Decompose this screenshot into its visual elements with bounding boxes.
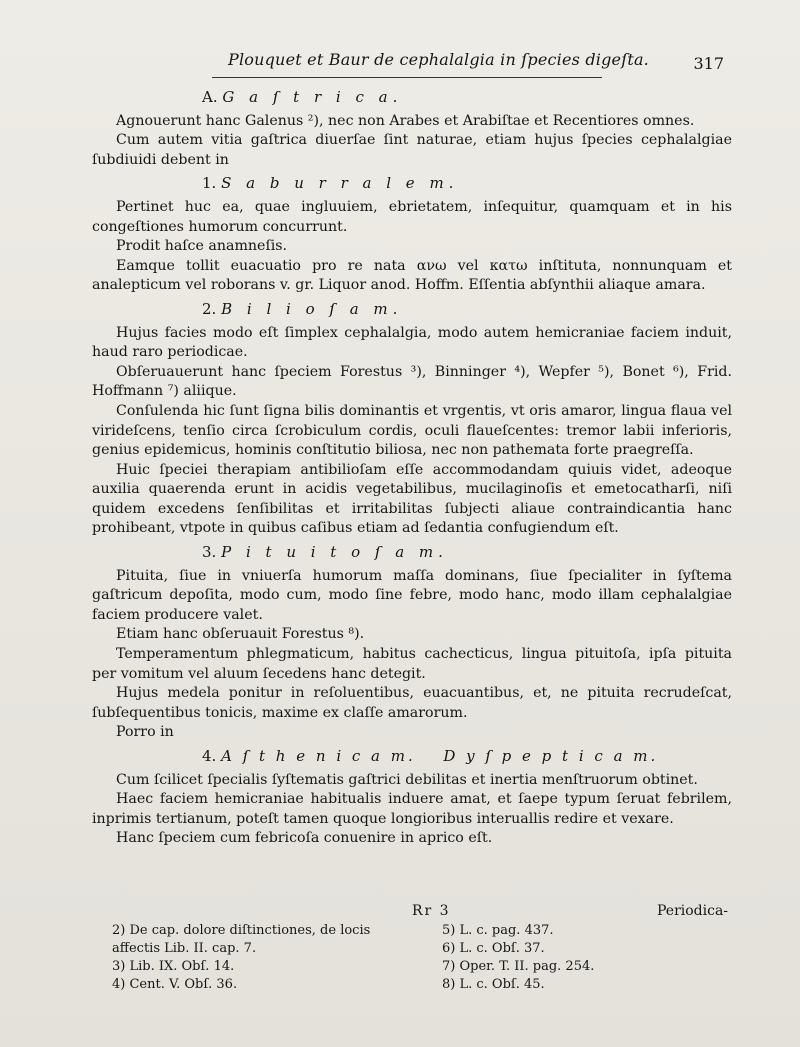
footnotes-left bbox=[112, 922, 412, 994]
section-label: 2. bbox=[202, 299, 217, 318]
footnote: 6) L. c. Obſ. 37. bbox=[442, 941, 545, 956]
paragraph: Conſulenda hic ſunt ſigna bilis dominantis et vrgentis, vt oris amaror, lingua flaua vel virideſcens, tenſio circa ſcrobiculum cordis, oculi flaueſcentes: tremor labii inferioris, genius epidemicus, hominis conſtitutio biliosa, nec non pathemata forte praegreſſa. bbox=[92, 402, 732, 459]
paragraph: Obſeruauerunt hanc ſpeciem Forestus ³), Binninger ⁴), Wepfer ⁵), Bonet ⁶), Frid. Hoffmann ⁷) aliique. bbox=[92, 363, 732, 400]
paragraph: Cum ſcilicet ſpecialis ſyſtematis gaſtrici debilitas et inertia menſtruorum obtinet. bbox=[116, 771, 698, 788]
paragraph: Hujus medela ponitur in reſoluentibus, euacuantibus, et, ne pituita recrudeſcat, ſubſequentibus tonicis, maxime ex claſſe amarorum. bbox=[92, 685, 732, 721]
section-title: B i l i o ſ a m. bbox=[221, 299, 403, 318]
section-title: S a b u r r a l e m. bbox=[221, 174, 459, 193]
paragraph: Haec faciem hemicraniae habitualis induere amat, et ſaepe typum ſeruat febrilem, inprimis tertianum, poteſt tamen quoque longioribus interuallis redire et vexare. bbox=[92, 791, 732, 827]
paragraph: Pituita, ſiue in vniuerſa humorum maſſa dominans, ſiue ſpecialiter in ſyſtema gaſtricum depoſita, modo cum, modo ſine febre, modo hanc, modo illam cephalalgiae faciem producere valet. bbox=[92, 567, 732, 623]
section-label: A. bbox=[202, 88, 218, 106]
section-heading-1 bbox=[202, 174, 732, 194]
signature-mark: Rr 3 bbox=[412, 903, 451, 919]
paragraph: Pertinet huc ea, quae ingluuiem, ebrietatem, inſequitur, quamquam et in his congeſtiones humorum concurrunt. bbox=[92, 198, 732, 235]
paragraph: Porro in bbox=[116, 724, 174, 741]
paragraph: Hujus facies modo eſt ſimplex cephalalgia, modo autem hemicraniae faciem induit, haud raro periodicae. bbox=[92, 324, 732, 361]
paragraph: Cum autem vitia gaſtrica diuerſae ſint naturae, etiam hujus ſpecies cephalalgiae ſubdiuidi debent in bbox=[92, 132, 732, 168]
section-heading-2 bbox=[202, 300, 732, 320]
paragraph: Etiam hanc obſeruauit Forestus ⁸). bbox=[116, 626, 365, 643]
footnote: 8) L. c. Obſ. 45. bbox=[442, 977, 545, 992]
section-title: P i t u i t o ſ a m. bbox=[221, 543, 448, 562]
header-rule bbox=[212, 77, 602, 78]
section-title: A ſ t h e n i c a m. bbox=[221, 747, 416, 765]
footnote: 5) L. c. pag. 437. bbox=[442, 923, 554, 938]
paragraph: Hanc ſpeciem cum febricoſa conuenire in aprico eſt. bbox=[116, 830, 493, 847]
paragraph: Prodit haſce anamneſis. bbox=[116, 238, 288, 255]
section-label: 1. bbox=[202, 174, 217, 193]
footnote: 4) Cent. V. Obſ. 36. bbox=[112, 977, 238, 992]
footnote: 3) Lib. IX. Obſ. 14. bbox=[112, 959, 235, 974]
section-title: D y ſ p e p t i c a m. bbox=[443, 747, 659, 765]
section-title: G a ſ t r i c a. bbox=[222, 88, 403, 106]
page-number: 317 bbox=[693, 54, 724, 73]
paragraph: Temperamentum phlegmaticum, habitus cachecticus, lingua pituitoſa, ipſa pituita per vomitum vel aluum ſecedens hanc detegit. bbox=[92, 646, 732, 682]
footnote: 7) Oper. T. II. pag. 254. bbox=[442, 959, 595, 974]
section-label: 3. bbox=[202, 543, 217, 562]
paragraph: Agnouerunt hanc Galenus ²), nec non Arabes et Arabiſtae et Recentiores omnes. bbox=[116, 112, 695, 129]
running-title: Plouquet et Baur de cephalalgia in ſpecies digeſta. bbox=[228, 50, 649, 69]
paragraph: Eamque tollit euacuatio pro re nata ανω vel κατω inſtituta, nonnunquam et analepticum vel roborans v. gr. Liquor anod. Hoffm. Eſſentia abſynthii aliaque amara. bbox=[92, 257, 732, 294]
section-heading-4 bbox=[202, 747, 732, 767]
footnotes-right bbox=[442, 922, 702, 994]
section-heading-a bbox=[202, 88, 732, 108]
footnote: affectis Lib. II. cap. 7. bbox=[112, 941, 257, 956]
section-heading-3 bbox=[202, 543, 732, 563]
page-header bbox=[0, 50, 800, 84]
catchword: Periodica- bbox=[657, 903, 729, 919]
section-label: 4. bbox=[202, 747, 217, 765]
main-text bbox=[92, 84, 732, 849]
paragraph: Huic ſpeciei therapiam antibilioſam eſſe accommodandam quiuis videt, adeoque auxilia quaerenda erunt in acidis vegetabilibus, mucilaginoſis et emetocatharſi, niſi quidem excedens ſenſibilitas et irritabilitas ſubjecti aliaue contraindicantia hanc prohibeant, vtpote in quibus caſibus etiam ad ſedantia confugiendum eſt. bbox=[92, 461, 732, 537]
footnote: 2) De cap. dolore diſtinctiones, de locis bbox=[112, 923, 371, 938]
